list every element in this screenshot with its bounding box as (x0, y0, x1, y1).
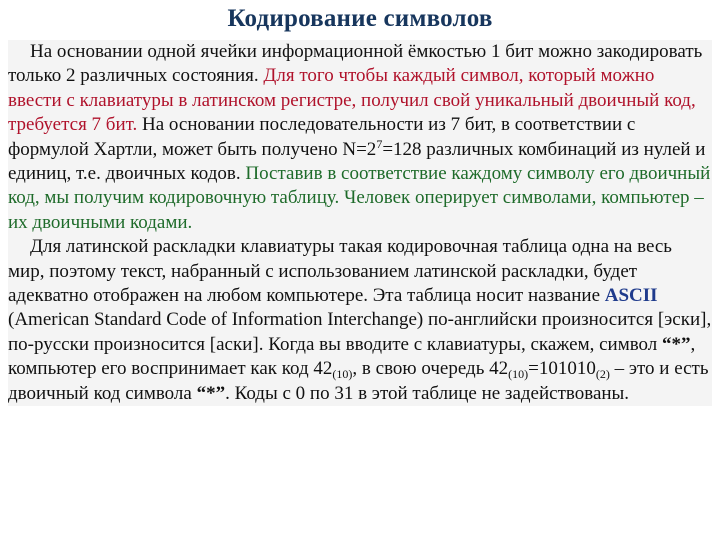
paragraph-1 (8, 40, 712, 235)
p1-sentence-4-highlight: Поставив в соответствие каждому символу его двоичный код, мы получим кодировочную таблицу. (8, 163, 711, 209)
p2-part-g: . Коды с 0 по 31 в этой таблице не задействованы. (225, 382, 630, 404)
slide-body (8, 40, 712, 406)
slide-title: Кодирование символов (227, 5, 493, 32)
p1-sentence-3b: =128 различных комбинаций из нулей и единиц, т.е. двоичных кодов. (8, 138, 706, 185)
p1-sentence-3a: На основании последовательности из 7 бит, в соответствии с формулой Хартли, может быть получено N=2 (8, 114, 636, 160)
paragraph-2 (8, 235, 712, 406)
p2-part-c: , компьютер его воспринимает как код 42 (8, 333, 696, 380)
subscript-1: (10) (332, 367, 353, 382)
asterisk-symbol-1: “*” (662, 333, 691, 355)
p2-part-e: =101010 (528, 358, 596, 380)
p1-sentence-1: На основании одной ячейки информационной ёмкостью 1 бит можно закодировать только 2 различных состояния. (8, 41, 703, 87)
p1-exponent: 7 (376, 136, 383, 151)
p2-part-b: (American Standard Code of Information Interchange) по-английски произносится [эски], по-русски произносится [аски]. Когда вы вводите с клавиатуры, скажем, символ (8, 309, 712, 355)
p2-part-a: Для латинской раскладки клавиатуры такая кодировочная таблица одна на весь мир, поэтому текст, набранный с использованием латинской раскладки, будет адекватно отображен на любом компьютере. Эта таблица носит название (8, 236, 672, 307)
p2-part-d: , в свою очередь 42 (352, 358, 509, 380)
p2-part-f: – это и есть двоичный код символа (8, 358, 709, 404)
subscript-3: (2) (595, 367, 610, 382)
ascii-term: ASCII (604, 285, 658, 307)
asterisk-symbol-2: “*” (196, 382, 226, 404)
p1-sentence-2-highlight: Для того чтобы каждый символ, который можно ввести с клавиатуры в латинском регистре, получил свой уникальный двоичный код, требуется 7 бит. (8, 65, 696, 136)
p1-sentence-5-highlight: Человек оперирует символами, компьютер – их двоичными кодами. (8, 187, 704, 233)
subscript-2: (10) (508, 367, 529, 382)
